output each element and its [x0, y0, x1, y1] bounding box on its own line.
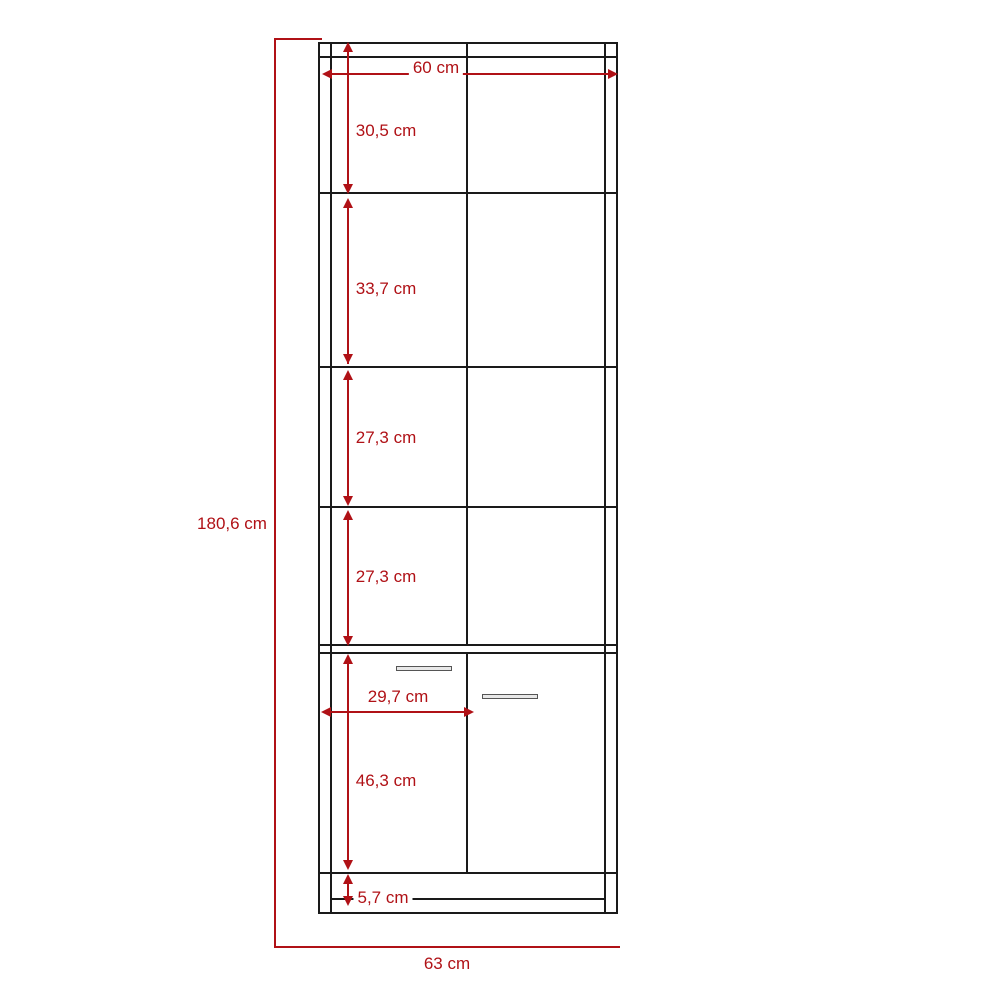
- total-height-label: 180,6 cm: [193, 514, 271, 534]
- cabinet-top-edge: [318, 56, 618, 58]
- top-width-arrow-left: [322, 69, 332, 79]
- total-depth-label: 63 cm: [420, 954, 474, 974]
- shelf-2-arrow-top: [343, 198, 353, 208]
- shelf-3-height-label: 27,3 cm: [352, 428, 420, 448]
- shelf-4: [318, 644, 618, 646]
- top-width-dim-line: [326, 73, 616, 75]
- lower-cabinet-door-divider: [466, 652, 468, 874]
- shelf-column-divider: [466, 42, 468, 644]
- shelf-1-height-label: 30,5 cm: [352, 121, 420, 141]
- shelf-3-arrow-top: [343, 370, 353, 380]
- door-width-arrow-left: [321, 707, 331, 717]
- door-height-arrow-top: [343, 654, 353, 664]
- door-width-label: 29,7 cm: [364, 687, 432, 707]
- shelf-1-arrow-bottom: [343, 184, 353, 194]
- top-width-label: 60 cm: [409, 58, 463, 78]
- shelf-1-height-dim-line: [347, 48, 349, 190]
- shelf-2-height-label: 33,7 cm: [352, 279, 420, 299]
- shelf-1: [318, 192, 618, 194]
- cabinet-left-panel-edge: [330, 42, 332, 914]
- shelf-2-height-dim-line: [347, 204, 349, 364]
- top-width-arrow-right: [608, 69, 618, 79]
- door-height-label: 46,3 cm: [352, 771, 420, 791]
- shelf-4-height-label: 27,3 cm: [352, 567, 420, 587]
- shelf-4-height-dim-line: [347, 516, 349, 644]
- shelf-3: [318, 506, 618, 508]
- total-height-top-extension: [274, 38, 322, 40]
- base-height-arrow-bottom: [343, 896, 353, 906]
- base-height-arrow-top: [343, 874, 353, 884]
- shelf-4-arrow-top: [343, 510, 353, 520]
- door-width-arrow-right: [464, 707, 474, 717]
- lower-cabinet-top-edge: [318, 652, 618, 654]
- shelf-3-height-dim-line: [347, 376, 349, 504]
- handle-icon-left-door: [396, 666, 452, 671]
- door-height-arrow-bottom: [343, 860, 353, 870]
- door-width-dim-line: [326, 711, 472, 713]
- shelf-3-arrow-bottom: [343, 496, 353, 506]
- lower-cabinet-bottom-edge: [318, 872, 618, 874]
- shelf-1-arrow-top: [343, 42, 353, 52]
- total-height-dim-line: [274, 38, 276, 948]
- shelf-2-arrow-bottom: [343, 354, 353, 364]
- total-depth-baseline: [274, 946, 620, 948]
- base-height-label: 5,7 cm: [353, 888, 412, 908]
- shelf-4-arrow-bottom: [343, 636, 353, 646]
- handle-icon-right-door: [482, 694, 538, 699]
- door-height-dim-line: [347, 660, 349, 868]
- cabinet-right-panel-edge: [604, 42, 606, 914]
- shelf-2: [318, 366, 618, 368]
